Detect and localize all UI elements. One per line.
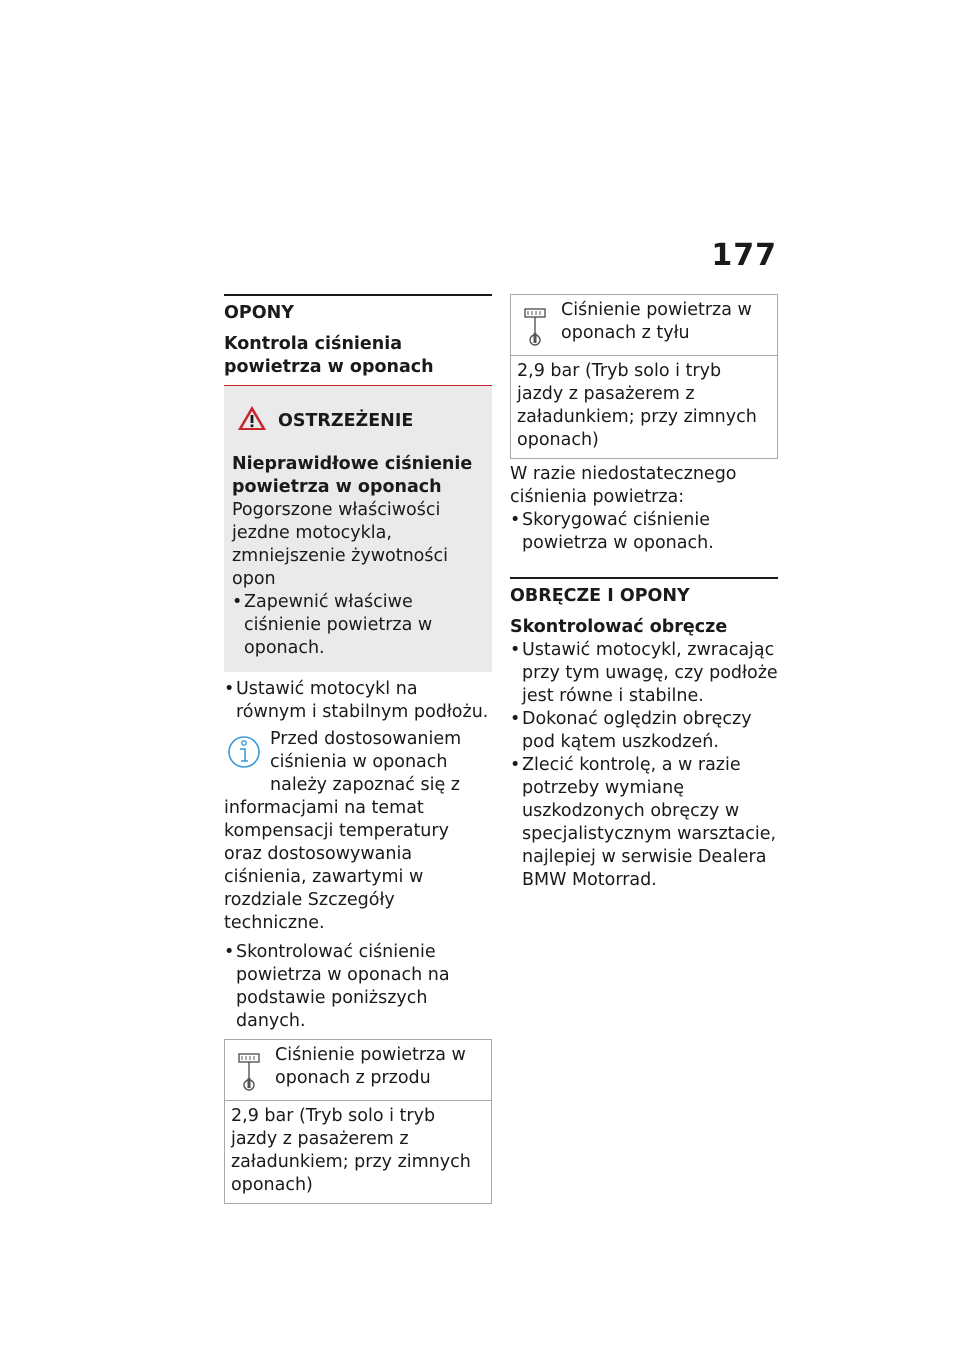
tire-pressure-gauge-icon (523, 307, 549, 349)
section-title-opony: OPONY (224, 303, 294, 323)
list-item-correct-pressure: • Skorygować ciśnienie powietrza w oponach. (510, 509, 778, 555)
spec-rear-value: 2,9 bar (Tryb solo i tryb jazdy z pasażerem z załadunkiem; przy zimnych oponach) (517, 361, 757, 450)
list-item-level-ground: • Ustawić motocykl na równym i stabilnym podłożu. (224, 678, 492, 724)
subsection-title-pressure-check: Kontrola ciśnienia powietrza w oponach (224, 333, 492, 386)
list-item: • Dokonać oględzin obręczy pod kątem uszkodzeń. (510, 708, 778, 754)
spec-box-rear (510, 294, 778, 459)
spec-front-label: Ciśnienie powietrza w oponach z przodu (275, 1045, 466, 1088)
insufficient-pressure-text: W razie niedostatecznego ciśnienia powietrza: (510, 464, 737, 507)
info-text: Przed dostosowaniem ciśnienia w oponach należy zapoznać się z informacjami na temat kompensacji temperatury oraz dostosowywania ciśnienia, zawartymi w rozdziale Szczegóły techniczne. (224, 729, 462, 933)
spec-front-value: 2,9 bar (Tryb solo i tryb jazdy z pasażerem z załadunkiem; przy zimnych oponach) (231, 1106, 471, 1195)
warning-heading: Nieprawidłowe ciśnienie powietrza w oponach (232, 454, 473, 497)
warning-bullet: • Zapewnić właściwe ciśnienie powietrza w oponach. (232, 591, 484, 660)
spec-rear-body (511, 356, 777, 458)
warning-label: OSTRZEŻENIE (278, 411, 414, 431)
spec-front-body (225, 1101, 491, 1203)
section-title-rims-tires: OBRĘCZE I OPONY (510, 586, 690, 606)
warning-text: Pogorszone właściwości jezdne motocykla, zmniejszenie żywotności opon (232, 500, 448, 589)
spec-front-header (225, 1040, 491, 1101)
spec-rear-label: Ciśnienie powietrza w oponach z tyłu (561, 300, 752, 343)
list-item: • Ustawić motocykl, zwracając przy tym uwagę, czy podłoże jest równe i stabilne. (510, 639, 778, 708)
right-column (510, 294, 778, 892)
list-item: • Zlecić kontrolę, a w razie potrzeby wymianę uszkodzonych obręczy w specjalistycznym warsztacie, najlepiej w serwisie Dealera BMW Motorrad. (510, 754, 778, 892)
list-item-check-pressure: • Skontrolować ciśnienie powietrza w oponach na podstawie poniższych danych. (224, 941, 492, 1033)
spec-box-front (224, 1039, 492, 1204)
info-icon (226, 730, 262, 776)
page-number: 177 (711, 238, 777, 273)
warning-box (224, 386, 492, 672)
info-note (224, 728, 492, 935)
subsection-title-check-rims: Skontrolować obręcze (510, 617, 728, 637)
spec-rear-header (511, 295, 777, 356)
left-column (224, 294, 492, 1204)
warning-triangle-icon (236, 404, 268, 439)
tire-pressure-gauge-icon (237, 1052, 263, 1094)
warning-header (236, 404, 484, 439)
